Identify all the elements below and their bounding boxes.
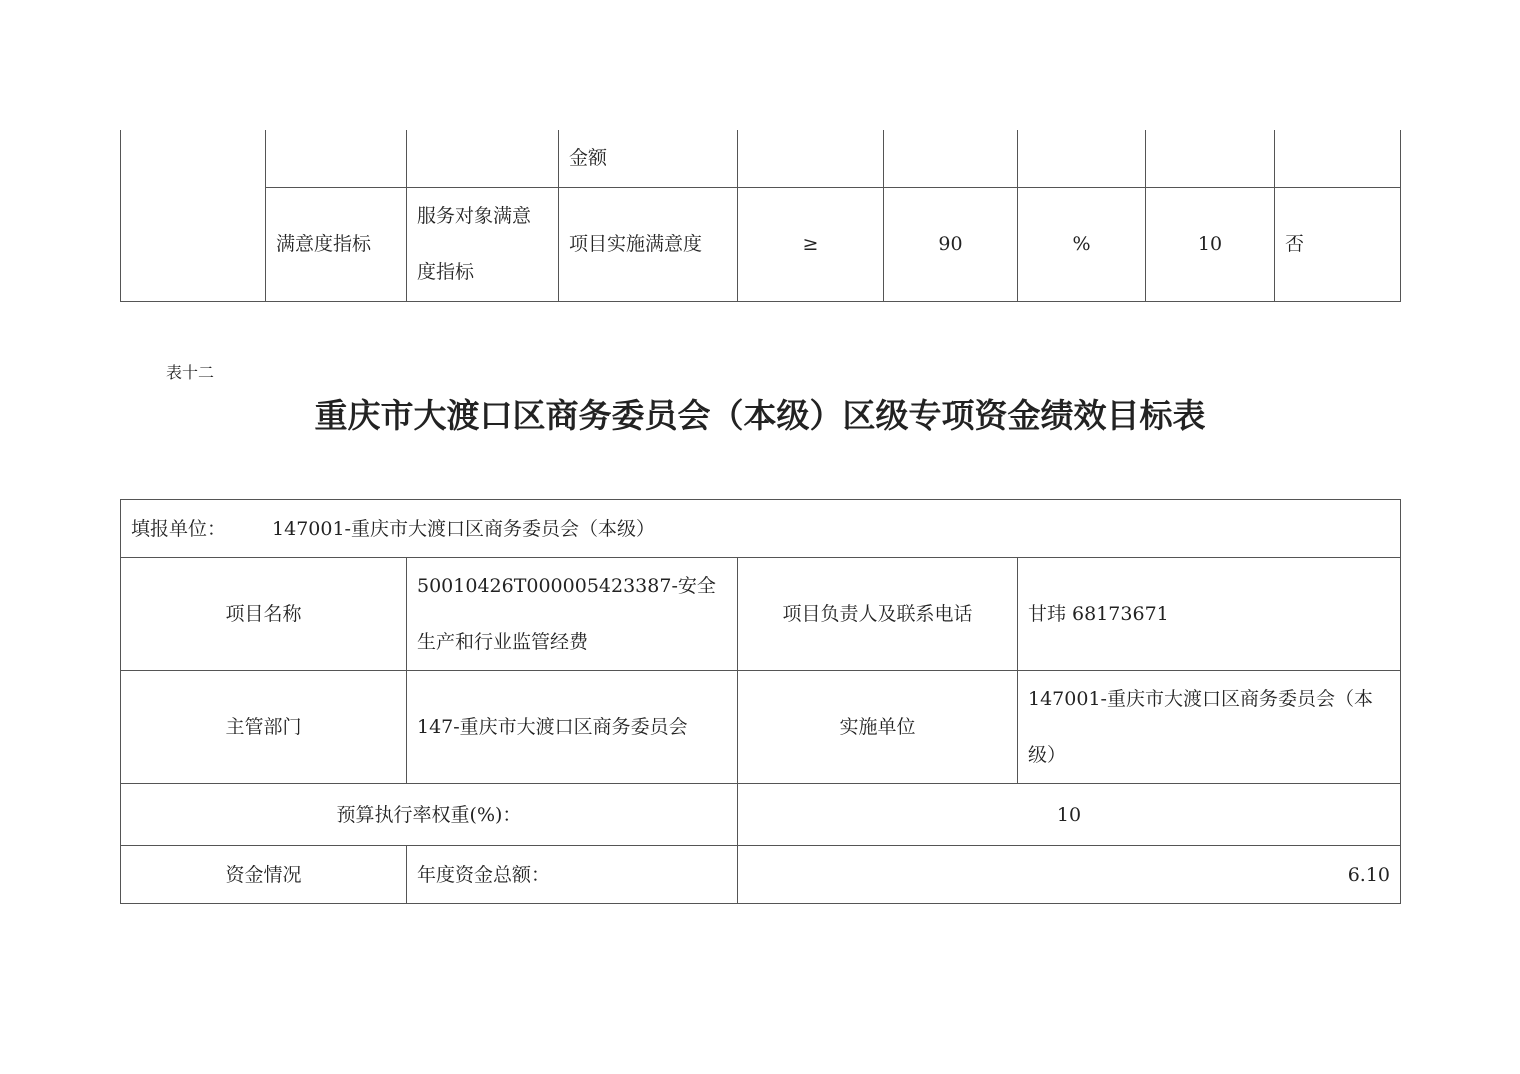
value-cell: 90	[884, 187, 1018, 301]
contact-label: 项目负责人及联系电话	[738, 558, 1018, 671]
fund-total-value: 6.10	[738, 846, 1401, 904]
filing-unit-row	[121, 500, 1401, 558]
unit-cell	[1018, 130, 1146, 187]
impl-unit-value: 147001-重庆市大渡口区商务委员会（本级）	[1018, 671, 1401, 784]
project-name-label: 项目名称	[121, 558, 407, 671]
level2-cell	[266, 130, 407, 187]
weight-cell: 10	[1146, 187, 1275, 301]
level3-cell: 服务对象满意度指标	[407, 187, 559, 301]
project-name-value: 50010426T000005423387-安全生产和行业监管经费	[407, 558, 738, 671]
level3-cell	[407, 130, 559, 187]
indicator-cell: 金额	[559, 130, 738, 187]
budget-rate-value: 10	[738, 784, 1401, 846]
filing-unit-value: 147001-重庆市大渡口区商务委员会（本级）	[272, 517, 655, 540]
core-cell	[1275, 130, 1401, 187]
filing-unit-label: 填报单位：	[131, 517, 227, 540]
level2-cell: 满意度指标	[266, 187, 407, 301]
indicator-table-continued	[120, 130, 1401, 302]
level1-cell	[121, 130, 266, 301]
contact-value: 甘玮 68173671	[1018, 558, 1401, 671]
symbol-cell	[738, 130, 884, 187]
weight-cell	[1146, 130, 1275, 187]
impl-unit-label: 实施单位	[738, 671, 1018, 784]
dept-label: 主管部门	[121, 671, 407, 784]
core-cell: 否	[1275, 187, 1401, 301]
value-cell	[884, 130, 1018, 187]
fund-label: 资金情况	[121, 846, 407, 904]
budget-rate-label: 预算执行率权重(%)：	[121, 784, 738, 846]
page-title: 重庆市大渡口区商务委员会（本级）区级专项资金绩效目标表	[314, 396, 1206, 435]
table-label: 表十二	[166, 363, 215, 382]
dept-value: 147-重庆市大渡口区商务委员会	[407, 671, 738, 784]
performance-target-form	[120, 499, 1401, 904]
symbol-cell: ≥	[738, 187, 884, 301]
fund-total-label: 年度资金总额：	[407, 846, 738, 904]
indicator-cell: 项目实施满意度	[559, 187, 738, 301]
unit-cell: %	[1018, 187, 1146, 301]
